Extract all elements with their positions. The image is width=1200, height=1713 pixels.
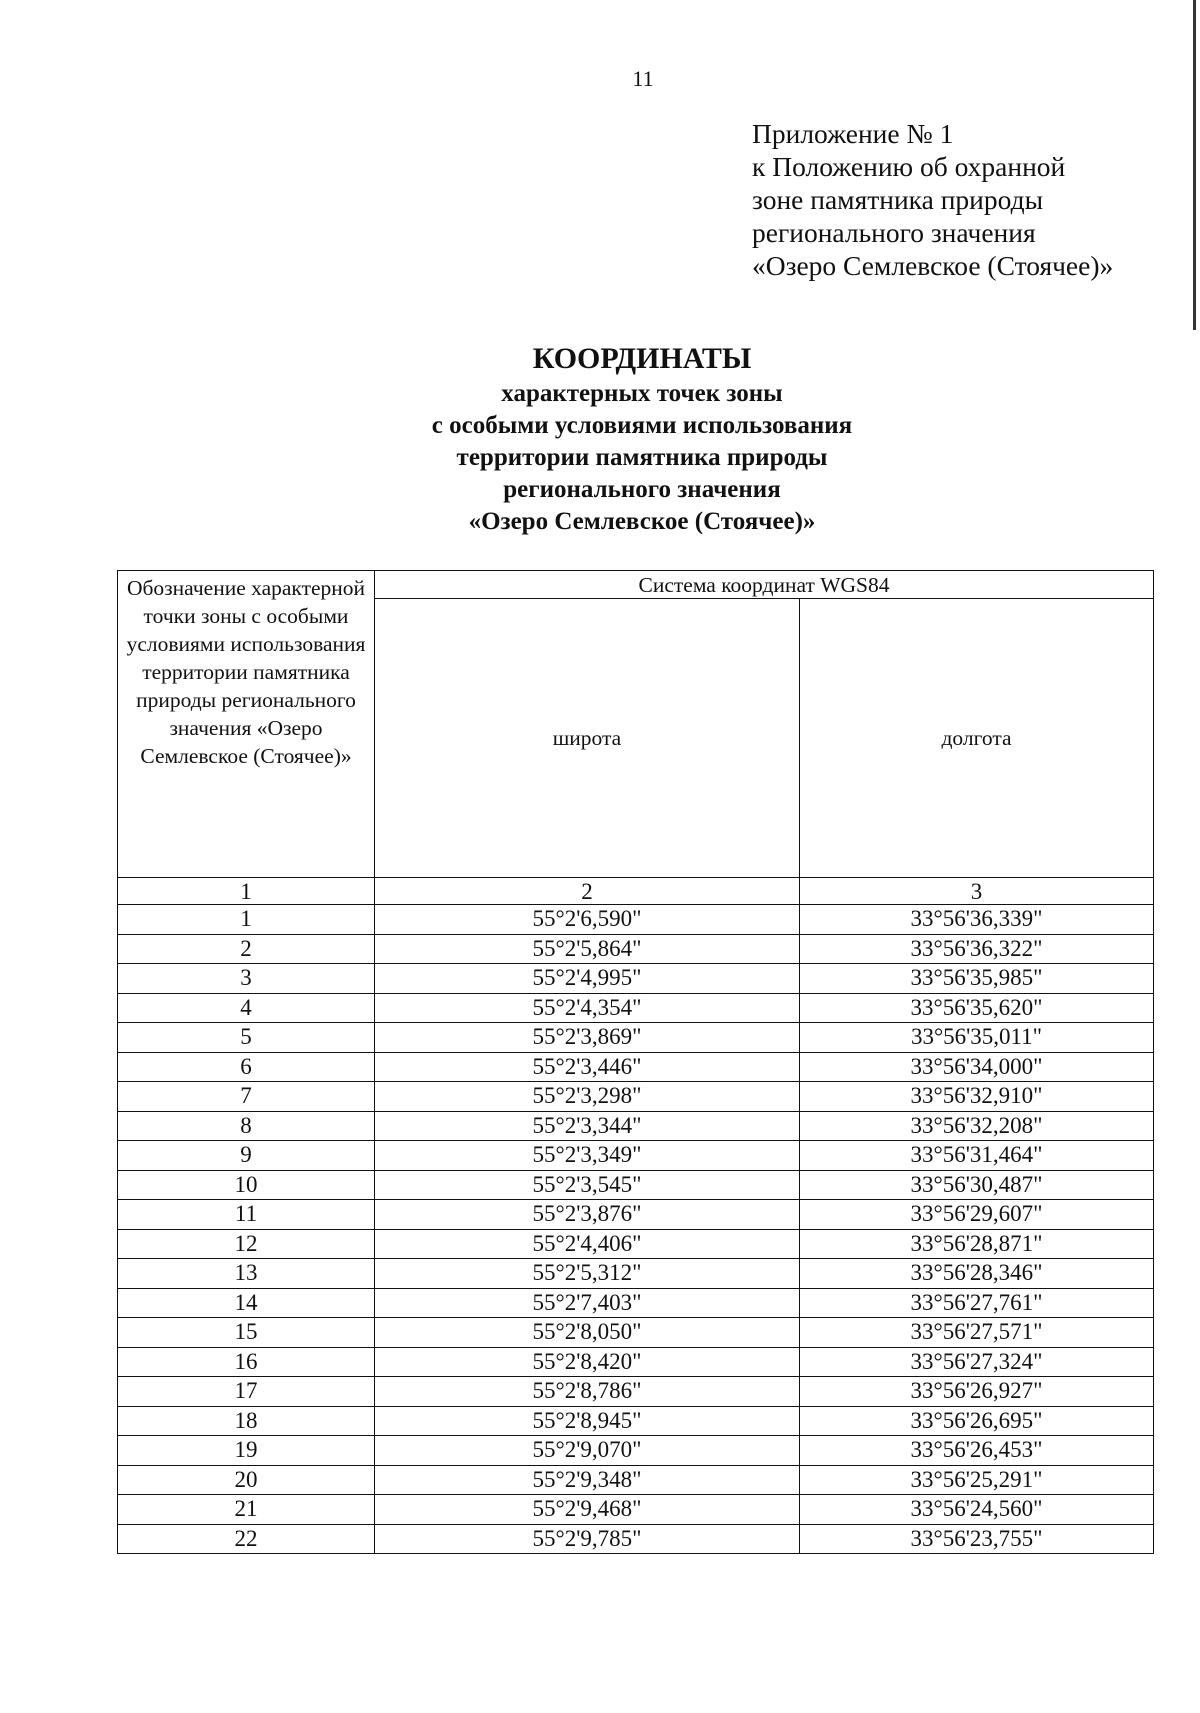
appendix-note — [752, 117, 1113, 282]
column-number-row — [118, 878, 1154, 905]
header-longitude: долгота — [800, 599, 1154, 878]
coordinates-table — [117, 570, 1154, 1554]
column-number: 1 — [118, 878, 375, 905]
point-number-cell: 15 — [118, 1318, 375, 1348]
latitude-cell: 55°2'3,349" — [375, 1141, 800, 1171]
table-row — [118, 1524, 1154, 1554]
appendix-line: к Положению об охранной — [752, 151, 1066, 182]
point-number-cell: 1 — [118, 905, 375, 935]
coordinates-body — [118, 905, 1154, 1554]
heading-subtitle-line: «Озеро Семлевское (Стоячее)» — [468, 508, 816, 535]
latitude-cell: 55°2'8,420" — [375, 1347, 800, 1377]
table-row — [118, 905, 1154, 935]
table-row — [118, 1259, 1154, 1289]
table-row — [118, 1082, 1154, 1112]
point-number-cell: 2 — [118, 934, 375, 964]
table-row — [118, 1436, 1154, 1466]
appendix-line: регионального значения — [752, 217, 1036, 248]
scan-edge-line — [1193, 0, 1196, 330]
longitude-cell: 33°56'26,453" — [800, 1436, 1154, 1466]
latitude-cell: 55°2'4,995" — [375, 964, 800, 994]
page-number: 11 — [632, 66, 654, 91]
longitude-cell: 33°56'27,571" — [800, 1318, 1154, 1348]
header-point-designation: Обозначение характерной точки зоны с особыми условиями использования территории памятника природы регионального значения «Озеро Семлевское (Стоячее)» — [118, 571, 375, 878]
header-latitude: широта — [375, 599, 800, 878]
table-row — [118, 934, 1154, 964]
appendix-line: зоне памятника природы — [752, 184, 1044, 215]
point-number-cell: 10 — [118, 1170, 375, 1200]
table-row — [118, 1023, 1154, 1053]
heading-subtitle-line: территории памятника природы — [456, 444, 828, 471]
longitude-cell: 33°56'36,322" — [800, 934, 1154, 964]
point-number-cell: 16 — [118, 1347, 375, 1377]
longitude-cell: 33°56'35,011" — [800, 1023, 1154, 1053]
latitude-cell: 55°2'3,344" — [375, 1111, 800, 1141]
table-row — [118, 1377, 1154, 1407]
point-number-cell: 20 — [118, 1465, 375, 1495]
longitude-cell: 33°56'27,324" — [800, 1347, 1154, 1377]
latitude-cell: 55°2'5,864" — [375, 934, 800, 964]
point-number-cell: 4 — [118, 993, 375, 1023]
table-row — [118, 1229, 1154, 1259]
point-number-cell: 5 — [118, 1023, 375, 1053]
appendix-line: Приложение № 1 — [752, 118, 954, 149]
latitude-cell: 55°2'9,348" — [375, 1465, 800, 1495]
point-number-cell: 9 — [118, 1141, 375, 1171]
longitude-cell: 33°56'30,487" — [800, 1170, 1154, 1200]
latitude-cell: 55°2'9,468" — [375, 1495, 800, 1525]
longitude-cell: 33°56'32,910" — [800, 1082, 1154, 1112]
longitude-cell: 33°56'36,339" — [800, 905, 1154, 935]
latitude-cell: 55°2'6,590" — [375, 905, 800, 935]
point-number-cell: 8 — [118, 1111, 375, 1141]
column-number: 3 — [800, 878, 1154, 905]
point-number-cell: 7 — [118, 1082, 375, 1112]
column-number: 2 — [375, 878, 800, 905]
table-row — [118, 964, 1154, 994]
longitude-cell: 33°56'28,871" — [800, 1229, 1154, 1259]
table-row — [118, 1288, 1154, 1318]
point-number-cell: 18 — [118, 1406, 375, 1436]
appendix-line: «Озеро Семлевское (Стоячее)» — [752, 250, 1114, 281]
point-number-cell: 19 — [118, 1436, 375, 1466]
longitude-cell: 33°56'31,464" — [800, 1141, 1154, 1171]
table-row — [118, 1347, 1154, 1377]
table-row — [118, 1318, 1154, 1348]
document-heading — [0, 340, 1200, 538]
point-number-cell: 13 — [118, 1259, 375, 1289]
point-number-cell: 22 — [118, 1524, 375, 1554]
table-row — [118, 1052, 1154, 1082]
longitude-cell: 33°56'25,291" — [800, 1465, 1154, 1495]
longitude-cell: 33°56'28,346" — [800, 1259, 1154, 1289]
latitude-cell: 55°2'8,050" — [375, 1318, 800, 1348]
header-coordinate-system: Система координат WGS84 — [375, 571, 1154, 599]
latitude-cell: 55°2'8,786" — [375, 1377, 800, 1407]
point-number-cell: 17 — [118, 1377, 375, 1407]
heading-subtitle-line: с особыми условиями использования — [431, 412, 853, 439]
point-number-cell: 12 — [118, 1229, 375, 1259]
latitude-cell: 55°2'3,446" — [375, 1052, 800, 1082]
latitude-cell: 55°2'3,876" — [375, 1200, 800, 1230]
table-row — [118, 1465, 1154, 1495]
table-row — [118, 1141, 1154, 1171]
latitude-cell: 55°2'4,406" — [375, 1229, 800, 1259]
table-row — [118, 1406, 1154, 1436]
point-number-cell: 11 — [118, 1200, 375, 1230]
longitude-cell: 33°56'23,755" — [800, 1524, 1154, 1554]
latitude-cell: 55°2'4,354" — [375, 993, 800, 1023]
latitude-cell: 55°2'7,403" — [375, 1288, 800, 1318]
heading-title: КООРДИНАТЫ — [532, 342, 752, 375]
latitude-cell: 55°2'3,545" — [375, 1170, 800, 1200]
longitude-cell: 33°56'27,761" — [800, 1288, 1154, 1318]
latitude-cell: 55°2'9,785" — [375, 1524, 800, 1554]
latitude-cell: 55°2'8,945" — [375, 1406, 800, 1436]
point-number-cell: 21 — [118, 1495, 375, 1525]
longitude-cell: 33°56'35,985" — [800, 964, 1154, 994]
latitude-cell: 55°2'9,070" — [375, 1436, 800, 1466]
point-number-cell: 3 — [118, 964, 375, 994]
longitude-cell: 33°56'24,560" — [800, 1495, 1154, 1525]
point-number-cell: 14 — [118, 1288, 375, 1318]
heading-subtitle-line: характерных точек зоны — [501, 380, 783, 407]
longitude-cell: 33°56'26,927" — [800, 1377, 1154, 1407]
longitude-cell: 33°56'32,208" — [800, 1111, 1154, 1141]
latitude-cell: 55°2'5,312" — [375, 1259, 800, 1289]
latitude-cell: 55°2'3,298" — [375, 1082, 800, 1112]
heading-subtitle-line: регионального значения — [503, 476, 781, 503]
table-row — [118, 1170, 1154, 1200]
longitude-cell: 33°56'26,695" — [800, 1406, 1154, 1436]
point-number-cell: 6 — [118, 1052, 375, 1082]
latitude-cell: 55°2'3,869" — [375, 1023, 800, 1053]
table-row — [118, 1200, 1154, 1230]
table-row — [118, 993, 1154, 1023]
longitude-cell: 33°56'35,620" — [800, 993, 1154, 1023]
table-row — [118, 1111, 1154, 1141]
longitude-cell: 33°56'29,607" — [800, 1200, 1154, 1230]
table-row — [118, 1495, 1154, 1525]
longitude-cell: 33°56'34,000" — [800, 1052, 1154, 1082]
